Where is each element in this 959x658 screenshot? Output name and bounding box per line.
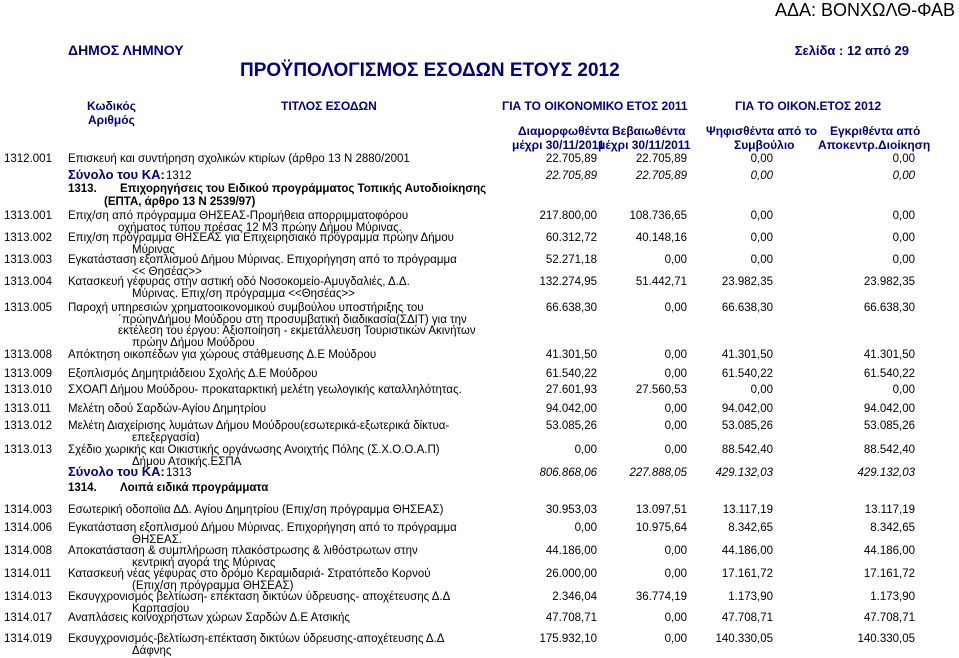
account-code: 1314.008 <box>4 545 52 557</box>
voted-value: 47.708,71 <box>721 612 773 624</box>
approved-value: 0,00 <box>892 153 915 165</box>
page-indicator: Σελίδα : 12 από 29 <box>794 43 909 58</box>
header-shaped: Διαμορφωθέντα <box>518 124 610 138</box>
confirmed-value: 0,00 <box>664 254 687 266</box>
income-description: Παροχή υπηρεσιών χρηματοοικονομικού συμβούλου υποστήριξης του <box>68 302 424 314</box>
shaped-value: 53.085,26 <box>545 420 597 432</box>
income-description: Δάφνης <box>132 644 172 657</box>
account-code: 1313.004 <box>4 276 52 288</box>
voted-value: 429.132,03 <box>715 467 773 479</box>
shaped-value: 22.705,89 <box>545 170 597 182</box>
shaped-value: 806.868,06 <box>539 467 597 479</box>
income-description: Καρπασίου <box>132 602 190 615</box>
income-description: κεντρική αγορά της Μύρινας <box>132 556 276 569</box>
income-description: Δήμου Ατσικής.ΕΣΠΑ <box>132 455 242 468</box>
income-description: Κατασκευή νέας γέφυρας στο δρόμο Κεραμιδαριά- Στρατόπεδο Κορνού <box>68 568 431 580</box>
shaped-value: 0,00 <box>574 444 597 456</box>
account-code: 1313.011 <box>4 403 52 415</box>
voted-value: 23.982,35 <box>721 276 773 288</box>
account-code: 1313.010 <box>4 384 52 396</box>
income-description: πρώην Δήμου Μούδρου <box>132 336 255 349</box>
table-row <box>0 402 959 416</box>
account-code: 1313.009 <box>4 368 52 380</box>
income-description: Μελέτη Διαχείρισης λυμάτων Δήμου Μούδρου(εσωτερικά-εξωτερικά δίκτυα- <box>68 420 450 432</box>
income-description: Μύρινας. Επιχ/ση πρόγραμμα <<Θησέας>> <box>132 287 355 300</box>
group-code: 1313. <box>68 183 97 195</box>
voted-value: 94.042,00 <box>721 403 773 415</box>
income-description: Σχέδιο χωρικής και Οικιστικής οργάνωσης Ανοιχτής Πόλης (Σ.Χ.Ο.Ο.Α.Π) <box>68 444 440 456</box>
voted-value: 13.117,19 <box>722 504 773 516</box>
approved-value: 0,00 <box>892 232 915 244</box>
approved-value: 140.330,05 <box>857 633 915 645</box>
income-description: Εκσυγχρονισμός-βελτίωση-επέκταση δικτύων ύδρευσης-αποχέτευσης Δ.Δ <box>68 633 445 645</box>
income-description: επεξεργασία) <box>132 431 200 444</box>
income-description: Επισκευή και συντήρηση σχολικών κτιρίων (άρθρο 13 Ν 2880/2001 <box>68 153 410 165</box>
header-voted: Ψηφισθέντα από το <box>706 124 818 138</box>
shaped-value: 0,00 <box>574 522 597 534</box>
approved-value: 429.132,03 <box>857 467 915 479</box>
income-description: Αποκατάσταση & συμπλήρωση πλακόστρωσης & λιθόστρωτων στην <box>68 545 418 557</box>
group-heading <box>0 481 959 495</box>
shaped-value: 94.042,00 <box>545 403 597 415</box>
shaped-value: 217.800,00 <box>539 210 597 222</box>
voted-value: 44.186,00 <box>721 545 773 557</box>
voted-value: 41.301,50 <box>721 349 773 361</box>
confirmed-value: 51.442,71 <box>635 276 687 288</box>
shaped-value: 175.932,10 <box>539 633 597 645</box>
voted-value: 0,00 <box>750 210 773 222</box>
table-row <box>0 611 959 625</box>
account-code: 1313.001 <box>4 210 52 222</box>
voted-value: 8.342,65 <box>728 522 773 534</box>
confirmed-value: 0,00 <box>664 403 687 415</box>
header-code: Κωδικός <box>87 99 137 113</box>
table-row-continuation <box>0 287 959 301</box>
confirmed-value: 108.736,65 <box>629 210 687 222</box>
subtotal-label: Σύνολο του ΚΑ: <box>68 167 165 182</box>
account-code: 1313.002 <box>4 232 52 244</box>
approved-value: 47.708,71 <box>863 612 915 624</box>
table-row <box>0 383 959 397</box>
group-heading <box>0 195 959 209</box>
confirmed-value: 22.705,89 <box>635 153 687 165</box>
voted-value: 0,00 <box>750 384 773 396</box>
account-code: 1314.019 <box>4 633 52 645</box>
table-row-continuation <box>0 644 959 658</box>
voted-value: 140.330,05 <box>715 633 773 645</box>
page-title: ΠΡΟΫΠΟΛΟΓΙΣΜΟΣ ΕΣΟΔΩΝ ΕΤΟΥΣ 2012 <box>240 60 620 81</box>
approved-value: 1.173,90 <box>870 591 915 603</box>
approved-value: 88.542,40 <box>863 444 915 456</box>
income-description: οχήματος τύπου πρέσας 12 Μ3 πρώην Δήμου Μύρινας. <box>118 221 402 234</box>
income-description: Επιχ/ση πρόγραμμα ΘΗΣΕΑΣ για Επιχειρησιακό πρόγραμμα πρώην Δήμου <box>68 232 454 244</box>
approved-value: 94.042,00 <box>863 403 915 415</box>
account-code: 1314.011 <box>4 568 52 580</box>
account-code: 1314.017 <box>4 612 52 624</box>
approved-value: 66.638,30 <box>863 302 915 314</box>
income-description: (Επιχ/ση πρόγραμμα ΘΗΣΕΑΣ) <box>132 579 294 592</box>
confirmed-value: 27.560,53 <box>635 384 687 396</box>
shaped-value: 26.000,00 <box>545 568 597 580</box>
confirmed-value: 0,00 <box>664 420 687 432</box>
income-description: Αναπλάσεις κοινοχρήστων χώρων Σαρδών Δ.Ε Ατσικής <box>68 612 350 624</box>
shaped-value: 2.346,04 <box>552 591 597 603</box>
shaped-value: 44.186,00 <box>545 545 597 557</box>
confirmed-value: 40.148,16 <box>635 232 687 244</box>
confirmed-value: 0,00 <box>664 568 687 580</box>
account-code: 1313.008 <box>4 349 52 361</box>
group-title: (ΕΠΤΑ, άρθρο 13 Ν 2539/97) <box>104 196 256 208</box>
voted-value: 17.161,72 <box>721 568 773 580</box>
account-code: 1314.006 <box>4 522 52 534</box>
confirmed-value: 10.975,64 <box>635 522 687 534</box>
confirmed-value: 0,00 <box>664 349 687 361</box>
confirmed-value: 227.888,05 <box>629 467 687 479</box>
shaped-value: 132.274,95 <box>539 276 597 288</box>
income-description: Απόκτηση οικοπέδων για χώρους στάθμευσης Δ.Ε Μούδρου <box>68 349 377 361</box>
confirmed-value: 0,00 <box>664 612 687 624</box>
voted-value: 66.638,30 <box>721 302 773 314</box>
income-description: ΄πρώηνΔήμου Μούδρου στη προσυμβατική διαδικασία(ΣΔΙΤ) για την <box>118 313 467 326</box>
header-confirmed: Βεβαιωθέντα <box>612 124 686 138</box>
income-description: Μύρινας <box>132 243 175 256</box>
header-approved-admin: Αποκεντρ.Διοίκηση <box>818 138 931 152</box>
header-approved: Εγκριθέντα από <box>830 124 921 138</box>
income-description: ΘΗΣΕΑΣ. <box>132 533 183 546</box>
income-description: Εσωτερική οδοποϊια ΔΔ. Αγίου Δημητρίου (Επιχ/ση πρόγραμμα ΘΗΣΕΑΣ) <box>68 504 444 516</box>
income-description: << Θησέας>> <box>132 265 202 278</box>
shaped-value: 52.271,18 <box>545 254 597 266</box>
approved-value: 44.186,00 <box>863 545 915 557</box>
income-description: Κατασκευή γέφυρας στην αστική οδό Νοσοκομείο-Αμυγδαλιές, Δ.Δ. <box>68 276 410 288</box>
subtotal-code: 1312 <box>166 170 192 182</box>
shaped-value: 60.312,72 <box>545 232 597 244</box>
group-heading <box>0 182 959 196</box>
income-description: Εγκατάσταση εξοπλισμού Δήμου Μύρινας. Επιχορήγηση από το πρόγραμμα <box>68 254 457 266</box>
confirmed-value: 22.705,89 <box>635 170 687 182</box>
income-description: Εγκατάσταση εξοπλισμού Δήμου Μύρινας. Επιχορήγηση από το πρόγραμμα <box>68 522 457 534</box>
table-row <box>0 503 959 517</box>
voted-value: 0,00 <box>750 254 773 266</box>
voted-value: 88.542,40 <box>721 444 773 456</box>
account-code: 1312.001 <box>4 153 52 165</box>
subtotal-label: Σύνολο του ΚΑ: <box>68 464 165 479</box>
group-title: Λοιπά ειδικά προγράμματα <box>120 482 269 494</box>
account-code: 1313.013 <box>4 444 52 456</box>
header-shaped-date: μέχρι 30/11/2011 <box>512 138 605 152</box>
account-code: 1313.005 <box>4 302 52 314</box>
header-number: Αριθμός <box>88 113 135 127</box>
subtotal-row <box>0 466 959 480</box>
voted-value: 53.085,26 <box>721 420 773 432</box>
approved-value: 61.540,22 <box>863 368 915 380</box>
shaped-value: 22.705,89 <box>545 153 597 165</box>
shaped-value: 30.953,03 <box>545 504 597 516</box>
approved-value: 8.342,65 <box>870 522 915 534</box>
table-row <box>0 367 959 381</box>
shaped-value: 41.301,50 <box>545 349 597 361</box>
approved-value: 13.117,19 <box>864 504 915 516</box>
confirmed-value: 0,00 <box>664 545 687 557</box>
header-voted-council: Συμβούλιο <box>734 138 795 152</box>
approved-value: 23.982,35 <box>863 276 915 288</box>
approved-value: 0,00 <box>892 384 915 396</box>
subtotal-row <box>0 169 959 183</box>
shaped-value: 61.540,22 <box>545 368 597 380</box>
header-fy2012: ΓΙΑ ΤΟ ΟΙΚΟΝ.ΕΤΟΣ 2012 <box>735 99 882 113</box>
group-code: 1314. <box>68 482 97 494</box>
account-code: 1313.003 <box>4 254 52 266</box>
confirmed-value: 36.774,19 <box>635 591 687 603</box>
income-description: ΣΧΟΑΠ Δήμου Μούδρου- προκαταρκτική μελέτη γεωλογικής καταλληλότητας. <box>68 384 462 396</box>
group-title: Επιχορηγήσεις του Ειδικού προγράμματος Τοπικής Αυτοδιοίκησης <box>120 183 487 195</box>
voted-value: 0,00 <box>750 170 773 182</box>
income-description: Μελέτη οδού Σαρδών-Αγίου Δημητρίου <box>68 403 267 415</box>
confirmed-value: 13.097,51 <box>635 504 687 516</box>
confirmed-value: 0,00 <box>664 444 687 456</box>
approved-value: 17.161,72 <box>863 568 915 580</box>
income-description: Επιχ/ση από πρόγραμμα ΘΗΣΕΑΣ-Προμήθεια απορριμματοφόρου <box>68 210 409 222</box>
header-income-title: ΤΙΤΛΟΣ ΕΣΟΔΩΝ <box>281 99 377 113</box>
account-code: 1313.012 <box>4 420 52 432</box>
income-description: εκτέλεση του έργου: Αξιοποίηση - εκμετάλλευση Τουριστικών Ακινήτων <box>118 325 476 337</box>
account-code: 1314.013 <box>4 591 52 603</box>
confirmed-value: 0,00 <box>664 633 687 645</box>
approved-value: 0,00 <box>892 170 915 182</box>
confirmed-value: 0,00 <box>664 368 687 380</box>
voted-value: 61.540,22 <box>721 368 773 380</box>
voted-value: 0,00 <box>750 232 773 244</box>
shaped-value: 47.708,71 <box>545 612 597 624</box>
table-row <box>0 348 959 362</box>
ada-stamp: ΑΔΑ: ΒΟΝΧΩΛΘ-ΦΑΒ <box>775 0 955 20</box>
subtotal-code: 1313 <box>166 467 192 479</box>
approved-value: 41.301,50 <box>863 349 915 361</box>
income-description: Εξοπλισμός Δημητριάδειου Σχολής Δ.Ε Μούδρου <box>68 368 318 380</box>
confirmed-value: 0,00 <box>664 302 687 314</box>
voted-value: 1.173,90 <box>728 591 773 603</box>
shaped-value: 66.638,30 <box>545 302 597 314</box>
income-description: Εκσυγχρονισμός βελτίωση- επέκταση δικτύων ύδρευσης- αποχέτευσης Δ.Δ <box>68 591 451 603</box>
table-row <box>0 152 959 166</box>
header-fy2011: ΓΙΑ ΤΟ ΟΙΚΟΝΟΜΙΚΟ ΕΤΟΣ 2011 <box>502 99 688 113</box>
approved-value: 53.085,26 <box>863 420 915 432</box>
account-code: 1314.003 <box>4 504 52 516</box>
header-confirmed-date: μέχρι 30/11/2011 <box>598 138 691 152</box>
approved-value: 0,00 <box>892 210 915 222</box>
approved-value: 0,00 <box>892 254 915 266</box>
voted-value: 0,00 <box>750 153 773 165</box>
municipality-name: ΔΗΜΟΣ ΛΗΜΝΟΥ <box>68 42 184 58</box>
shaped-value: 27.601,93 <box>545 384 597 396</box>
